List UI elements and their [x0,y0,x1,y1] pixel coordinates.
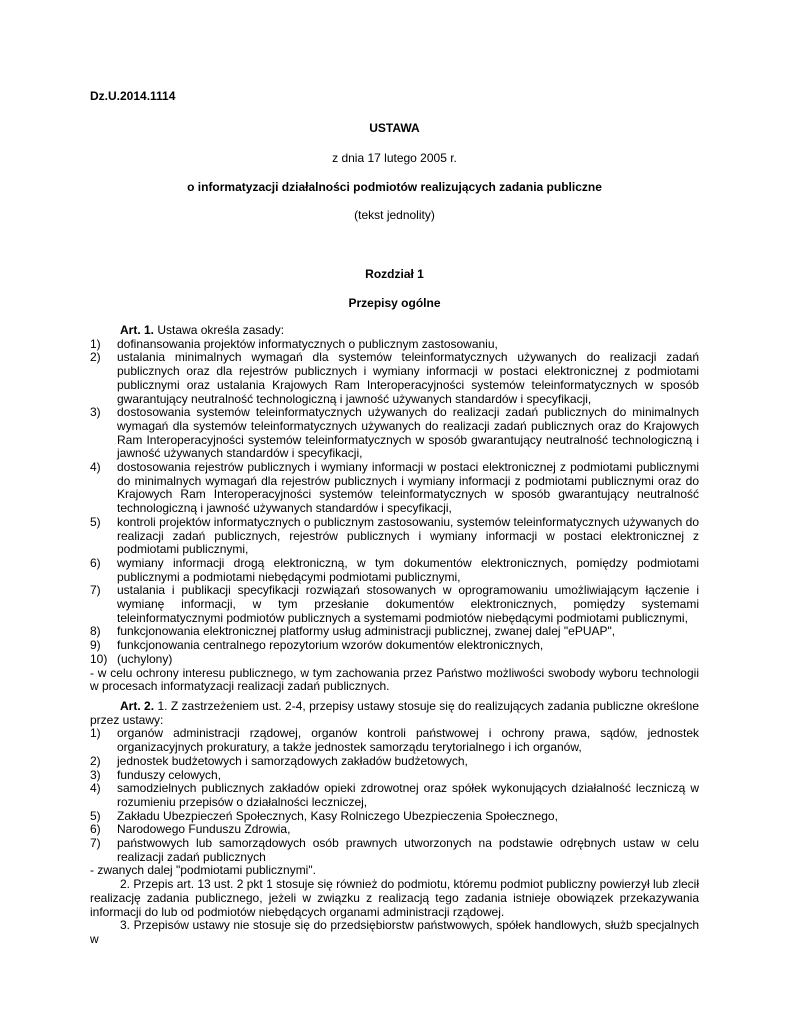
list-item [90,338,699,352]
list-item-number: 6) [90,822,101,837]
list-item-text: dostosowania rejestrów publicznych i wymiany informacji w postaci elektronicznej z podmiotami publicznymi do minimalnych wymagań dla rejestrów publicznych i wymiany informacji z podmiotami publicznymi oraz do Krajowych Ram Interoperacyjności systemów teleinformatycznych w sposób gwarantujący neutralność technologiczną i jawność używanych standardów i specyfikacji, [117,460,699,516]
list-item-text: dofinansowania projektów informatycznych o publicznym zastosowaniu, [117,336,498,351]
list-item-text: kontroli projektów informatycznych o publicznym zastosowaniu, systemów teleinformatycznych używanych do realizacji zadań publicznych, rejestrów publicznych i wymiany informacji w postaci elektronicznej z podmiotami publicznymi, [117,514,699,557]
list-item [90,625,699,639]
list-item-number: 3) [90,767,101,782]
act-title: o informatyzacji działalności podmiotów realizujących zadania publiczne [187,180,602,194]
list-item-number: 8) [90,624,101,639]
journal-reference: Dz.U.2014.1114 [90,89,176,103]
article-2-list [90,727,699,864]
list-item [90,516,699,557]
list-item-text: funkcjonowania centralnego repozytorium wzorów dokumentów elektronicznych, [117,638,544,653]
list-item [90,782,699,809]
list-item-number: 7) [90,583,101,598]
article-2-paragraph-3: 3. Przepisów ustawy nie stosuje się do przedsiębiorstw państwowych, spółek handlowych, służb specjalnych w [90,918,699,946]
list-item-text: Zakładu Ubezpieczeń Społecznych, Kasy Rolniczego Ubezpieczenia Społecznego, [117,808,558,823]
list-item-text: Narodowego Funduszu Zdrowia, [117,822,291,837]
list-item [90,461,699,516]
article-2-paragraph-2: 2. Przepis art. 13 ust. 2 pkt 1 stosuje się również do podmiotu, któremu podmiot publiczny powierzył lub zlecił realizację zadania publicznego, jeżeli w związku z realizacją tego zadania istnieje obowiązek przekazywania informacji do lub od podmiotów niebędących organami administracji rządowej. [90,877,699,919]
list-item-text: wymiany informacji drogą elektroniczną, w tym dokumentów elektronicznych, pomiędzy podmiotami publicznymi a podmiotami niebędącymi podmiotami publicznymi, [117,555,699,584]
act-date: z dnia 17 lutego 2005 r. [332,151,457,165]
list-item-number: 2) [90,350,101,365]
list-item-text: państwowych lub samorządowych osób prawnych utworzonych na podstawie odrębnych ustaw w celu realizacji zadań publicznych [117,836,699,864]
chapter-label: Rozdział 1 [365,267,424,281]
list-item-number: 10) [90,651,108,666]
list-item-number: 7) [90,836,101,851]
list-item [90,406,699,461]
list-item-text: funkcjonowania elektronicznej platformy usług administracji publicznej, zwanej dalej "ePUAP", [117,624,616,639]
list-item-text: organów administracji rządowej, organów kontroli państwowej i ochrony prawa, sądów, jednostek organizacyjnych prokuratury, a także jednostek samorządu terytorialnego i ich organów, [117,726,699,755]
list-item-number: 9) [90,638,101,653]
list-item-number: 2) [90,753,101,768]
list-item-number: 1) [90,336,101,351]
list-item [90,351,699,406]
list-item [90,823,699,837]
list-item-text: jednostek budżetowych i samorządowych zakładów budżetowych, [117,753,468,768]
article-1-list [90,338,699,667]
list-item-number: 6) [90,555,101,570]
list-item-number: 4) [90,781,101,796]
act-type-heading: USTAWA [369,121,420,135]
list-item [90,557,699,584]
list-item-number: 4) [90,460,101,475]
list-item [90,653,699,667]
article-2-intro [90,700,699,727]
list-item-text: ustalania minimalnych wymagań dla systemów teleinformatycznych używanych do realizacji zadań publicznych oraz dla rejestrów publicznych i wymiany informacji w postaci elektronicznej z podmiotami publicznymi oraz ustalania Krajowych Ram Interoperacyjności systemów teleinformatycznych w sposób gwarantujący neutralność technologiczną i jawność używanych standardów i specyfikacji, [117,350,699,406]
list-item-number: 1) [90,726,101,741]
list-item-number: 5) [90,808,101,823]
list-item [90,837,699,864]
list-item-text: ustalania i publikacji specyfikacji rozwiązań stosowanych w oprogramowaniu umożliwiającym łączenie i wymianę informacji, w tym przesłanie dokumentów elektronicznych, pomiędzy systemami teleinformatycznymi podmiotów publicznych a systemami podmiotów niebędącymi podmiotami publicznymi, [117,583,699,625]
list-item [90,755,699,769]
list-item-text: (uchylony) [117,651,173,666]
list-item-number: 3) [90,405,101,420]
list-item [90,639,699,653]
list-item [90,810,699,824]
list-item [90,727,699,754]
list-item-number: 5) [90,514,101,529]
article-2-intro-text: 1. Z zastrzeżeniem ust. 2-4, przepisy ustawy stosuje się do realizujących zadania publiczne określone przez ustawy: [90,699,699,727]
list-item [90,584,699,625]
list-item-text: dostosowania systemów teleinformatycznych używanych do realizacji zadań publicznych do minimalnych wymagań dla systemów teleinformatycznych używanych do realizacji zadań publicznych oraz do Krajowych Ram Interoperacyjności systemów teleinformatycznych w sposób gwarantujący neutralność technologiczną i jawność używanych standardów i specyfikacji, [117,405,699,461]
article-1-closing: - w celu ochrony interesu publicznego, w tym zachowania przez Państwo możliwości swobody wyboru technologii w procesach informatyzacji realizacji zadań publicznych. [90,665,699,694]
article-1-label: Art. 1. [120,323,155,337]
article-2-label: Art. 2. [120,699,155,713]
consolidated-text-note: (tekst jednolity) [354,208,435,222]
list-item [90,769,699,783]
article-1-intro-text: Ustawa określa zasady: [157,323,285,337]
chapter-title: Przepisy ogólne [348,296,441,310]
article-2 [90,700,699,947]
list-item-text: funduszy celowych, [117,767,222,782]
article-1-intro [90,324,699,338]
article-1 [90,324,699,694]
list-item-text: samodzielnych publicznych zakładów opieki zdrowotnej oraz spółek wykonujących działalność leczniczą w rozumieniu przepisów o działalności leczniczej, [117,781,699,809]
article-2-closing: - zwanych dalej "podmiotami publicznymi". [90,863,316,878]
